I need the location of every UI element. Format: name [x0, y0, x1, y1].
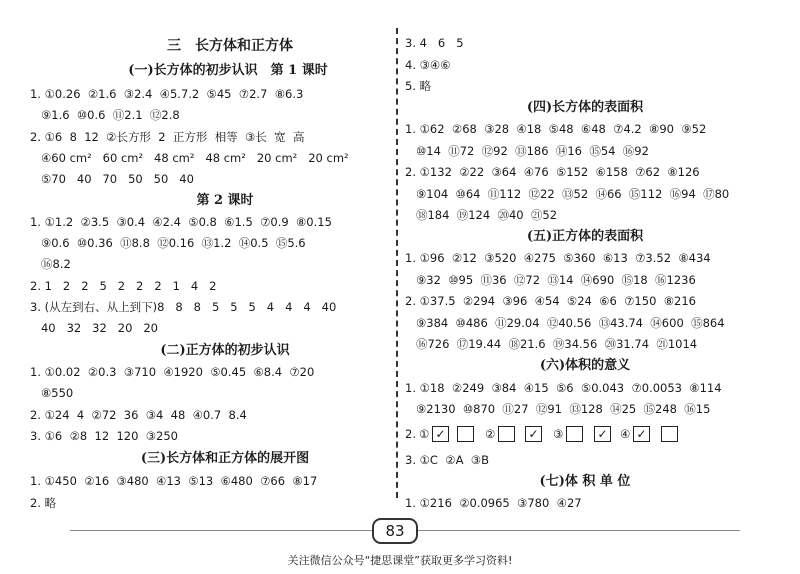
sec4-title: (四)长方体的表面积	[526, 100, 644, 115]
sec1-line-4: ④60 cm² 60 cm² 48 cm² 48 cm² 20 cm² 20 cm²	[30, 151, 349, 165]
footer-text: 关注微信公众号“捷思课堂”获取更多学习资料!	[287, 554, 513, 567]
choice-4-label: ④	[620, 427, 631, 441]
sec2-line-2: ⑧550	[30, 386, 74, 400]
choice-1-box-b[interactable]	[457, 426, 474, 442]
choice-4-box-b[interactable]	[661, 426, 678, 442]
choice-3-box-b[interactable]: ✓	[594, 426, 611, 442]
sec5-line-4: ⑨384 ⑩486 ⑪29.04 ⑫40.56 ⑬43.74 ⑭600 ⑮864	[405, 316, 725, 330]
top-line-3: 5. 略	[405, 79, 432, 93]
sec2-line-4: 3. ①6 ②8 12 120 ③250	[30, 429, 178, 443]
sec1b-line-4: 2. 1 2 2 5 2 2 2 1 4 2	[30, 279, 217, 293]
sec4-line-5: ⑱184 ⑲124 ⑳40 ㉑52	[405, 208, 558, 222]
sec4-line-1: 1. ①62 ②68 ③28 ④18 ⑤48 ⑥48 ⑦4.2 ⑧90 ⑨52	[405, 122, 707, 136]
sec1-line-5: ⑤70 40 70 50 50 40	[30, 172, 194, 186]
sec6-line-2: ⑨2130 ⑩870 ⑪27 ⑫91 ⑬128 ⑭25 ⑮248 ⑯15	[405, 402, 711, 416]
sec5-title: (五)正方体的表面积	[526, 229, 644, 244]
sec4-line-4: ⑨104 ⑩64 ⑪112 ⑫22 ⑬52 ⑭66 ⑮112 ⑯94 ⑰80	[405, 187, 730, 201]
sec7-title: (七)体 积 单 位	[539, 474, 631, 489]
sec6-line-1: 1. ①18 ②249 ③84 ④15 ⑤6 ⑤0.043 ⑦0.0053 ⑧114	[405, 381, 722, 395]
chapter-title: 三 长方体和正方体	[167, 38, 293, 54]
sec5-line-1: 1. ①96 ②12 ③520 ④275 ⑤360 ⑥13 ⑦3.52 ⑧434	[405, 251, 711, 265]
sec3-title: (三)长方体和正方体的展开图	[140, 451, 310, 466]
sec1-line-1: 1. ①0.26 ②1.6 ③2.4 ④5.7.2 ⑤45 ⑦2.7 ⑧6.3	[30, 87, 304, 101]
top-line-1: 3. 4 6 5	[405, 36, 464, 50]
sec6-line-3: 3. ①C ②A ③B	[405, 453, 489, 467]
sec5-line-3: 2. ①37.5 ②294 ③96 ④54 ⑤24 ⑥6 ⑦150 ⑧216	[405, 294, 696, 308]
sec7-line-1: 1. ①216 ②0.0965 ③780 ④27	[405, 496, 582, 510]
sec1-line-2: ⑨1.6 ⑩0.6 ⑪2.1 ⑫2.8	[30, 108, 180, 122]
checkbox-row-prefix: 2.	[405, 427, 416, 441]
sec4-line-2: ⑩14 ⑪72 ⑫92 ⑬186 ⑭16 ⑮54 ⑯92	[405, 144, 649, 158]
sec1b-line-2: ⑨0.6 ⑩0.36 ⑪8.8 ⑫0.16 ⑬1.2 ⑭0.5 ⑮5.6	[30, 236, 306, 250]
sec2-line-3: 2. ①24 4 ②72 36 ③4 48 ④0.7 8.4	[30, 408, 247, 422]
choice-1-label: ①	[419, 427, 430, 441]
sec5-line-2: ⑨32 ⑩95 ⑪36 ⑫72 ⑬14 ⑭690 ⑮18 ⑯1236	[405, 273, 696, 287]
sec6-title: (六)体积的意义	[539, 358, 631, 373]
sec5-line-5: ⑯726 ⑰19.44 ⑱21.6 ⑲34.56 ⑳31.74 ㉑1014	[405, 337, 698, 351]
sec2-line-1: 1. ①0.02 ②0.3 ③710 ④1920 ⑤0.45 ⑥8.4 ⑦20	[30, 365, 315, 379]
choice-3-label: ③	[553, 427, 564, 441]
choice-2-label: ②	[485, 427, 496, 441]
sec2-title: (二)正方体的初步认识	[160, 343, 290, 358]
sec1b-line-3: ⑯8.2	[30, 257, 71, 271]
choice-3-box-a[interactable]	[566, 426, 583, 442]
sec1b-title: 第 2 课时	[196, 193, 254, 208]
top-line-2: 4. ③④⑥	[405, 58, 451, 72]
sec1b-line-1: 1. ①1.2 ②3.5 ③0.4 ④2.4 ⑤0.8 ⑥1.5 ⑦0.9 ⑧0.15	[30, 215, 332, 229]
choice-2-box-b[interactable]: ✓	[525, 426, 542, 442]
sec3-line-1: 1. ①450 ②16 ③480 ④13 ⑤13 ⑥480 ⑦66 ⑧17	[30, 474, 318, 488]
sec3-line-2: 2. 略	[30, 496, 57, 510]
sec1b-line-5: 3. (从左到右、从上到下)8 8 8 5 5 5 4 4 4 40	[30, 300, 337, 314]
sec1b-line-6: 40 32 32 20 20	[30, 321, 158, 335]
choice-4-box-a[interactable]: ✓	[633, 426, 650, 442]
choice-1-box-a[interactable]: ✓	[432, 426, 449, 442]
sec1-line-3: 2. ①6 8 12 ②长方形 2 正方形 相等 ③长 宽 高	[30, 130, 305, 144]
page-number: 83	[372, 518, 418, 544]
sec1-title: (一)长方体的初步认识 第 1 课时	[128, 63, 328, 78]
choice-2-box-a[interactable]	[498, 426, 515, 442]
column-divider	[396, 28, 398, 498]
sec4-line-3: 2. ①132 ②22 ③64 ④76 ⑤152 ⑥158 ⑦62 ⑧126	[405, 165, 700, 179]
